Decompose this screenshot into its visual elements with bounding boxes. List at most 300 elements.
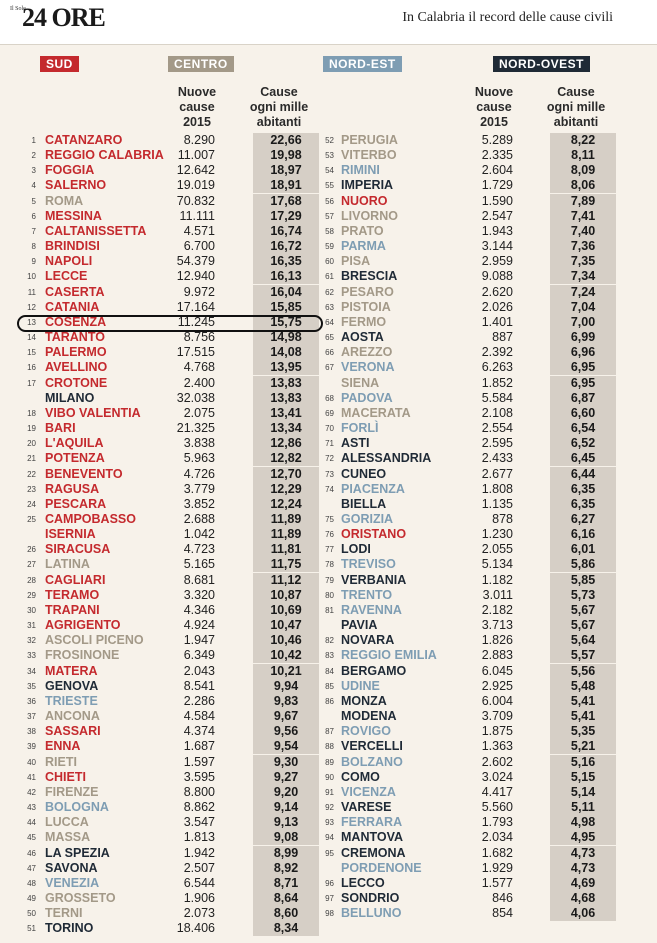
rank-number: 66	[325, 348, 334, 358]
province-name: LECCE	[45, 269, 88, 284]
rate-value: 5,14	[550, 785, 616, 800]
rank-number: 19	[27, 424, 36, 434]
new-cases-value: 8.862	[183, 800, 215, 815]
rate-value: 10,21	[253, 664, 319, 679]
rate-value: 17,29	[253, 209, 319, 224]
rate-value: 6,95	[550, 376, 616, 391]
table-row	[0, 648, 657, 663]
new-cases-value: 2.925	[481, 678, 513, 693]
province-name: BRESCIA	[341, 269, 398, 284]
rate-value: 7,34	[550, 269, 616, 284]
province-name: RIETI	[45, 754, 77, 769]
table-row	[0, 421, 657, 436]
rank-number: 68	[325, 393, 334, 403]
rate-value: 5,67	[550, 618, 616, 633]
province-name: MESSINA	[45, 208, 102, 223]
new-cases-value: 2.043	[183, 663, 215, 678]
legend-sud-badge: SUD	[40, 56, 79, 72]
new-cases-value: 1.590	[481, 193, 513, 208]
rank-number: 73	[325, 469, 334, 479]
province-name: PESCARA	[45, 496, 107, 511]
province-name: REGGIO EMILIA	[341, 648, 437, 663]
rank-number: 93	[325, 818, 334, 828]
new-cases-value: 1.135	[481, 496, 513, 511]
province-name: PADOVA	[341, 390, 393, 405]
table-row	[0, 724, 657, 739]
rank-number: 3	[31, 166, 36, 176]
rate-value: 10,69	[253, 603, 319, 618]
table-row	[0, 739, 657, 754]
province-name: CHIETI	[45, 769, 86, 784]
province-name: CAGLIARI	[45, 572, 106, 587]
table-row	[0, 391, 657, 406]
rank-number: 79	[325, 575, 334, 585]
rank-number: 13	[27, 317, 36, 327]
new-cases-value: 9.088	[481, 269, 513, 284]
rank-number: 52	[325, 136, 334, 145]
new-cases-value: 4.571	[183, 223, 215, 238]
province-name: BARI	[45, 421, 76, 436]
new-cases-value: 1.826	[481, 633, 513, 648]
table-row	[0, 133, 657, 148]
rank-number: 50	[27, 909, 36, 919]
rate-value: 12,70	[253, 467, 319, 482]
rate-value: 22,66	[253, 133, 319, 148]
province-name: VERONA	[341, 360, 395, 375]
new-cases-value: 3.713	[481, 618, 513, 633]
rate-value: 6,52	[550, 436, 616, 451]
column-header-line: Nuove	[474, 85, 514, 99]
rank-number: 59	[325, 242, 334, 252]
province-name: LUCCA	[45, 815, 89, 830]
rank-number: 20	[27, 439, 36, 449]
rate-value: 16,74	[253, 224, 319, 239]
column-header-line: 2015	[183, 115, 211, 129]
new-cases-value: 4.374	[183, 724, 215, 739]
province-name: MATERA	[45, 663, 98, 678]
rank-number: 24	[27, 499, 36, 509]
province-name: VERBANIA	[341, 572, 407, 587]
rate-value: 8,99	[253, 846, 319, 861]
new-cases-value: 854	[492, 906, 513, 921]
new-cases-value: 3.838	[183, 436, 215, 451]
rate-value: 5,41	[550, 694, 616, 709]
table-row	[0, 603, 657, 618]
table-row	[0, 800, 657, 815]
province-name: CREMONA	[341, 845, 406, 860]
new-cases-value: 2.883	[481, 648, 513, 663]
province-name: ENNA	[45, 739, 81, 754]
rate-value: 9,54	[253, 739, 319, 754]
rate-value: 7,04	[550, 300, 616, 315]
new-cases-value: 5.584	[481, 390, 513, 405]
column-header-rate-left	[244, 85, 314, 130]
table-row	[0, 633, 657, 648]
province-name: PIACENZA	[341, 481, 405, 496]
rank-number: 6	[31, 211, 36, 221]
rate-value: 5,73	[550, 588, 616, 603]
province-name: PAVIA	[341, 618, 378, 633]
rank-number: 91	[325, 787, 334, 797]
rank-number: 23	[27, 484, 36, 494]
rank-number: 67	[325, 363, 334, 373]
new-cases-value: 32.038	[176, 390, 215, 405]
rate-value: 9,27	[253, 770, 319, 785]
new-cases-value: 3.144	[481, 239, 513, 254]
rank-number: 10	[27, 272, 36, 282]
rank-number: 54	[325, 166, 334, 176]
new-cases-value: 1.942	[183, 845, 215, 860]
province-name: VENEZIA	[45, 875, 100, 890]
province-name: MASSA	[45, 830, 91, 845]
rate-value: 10,42	[253, 648, 319, 663]
province-name: LECCO	[341, 875, 385, 890]
rate-value: 5,56	[550, 664, 616, 679]
rate-value: 8,60	[253, 906, 319, 921]
new-cases-value: 2.677	[481, 466, 513, 481]
column-header-line: abitanti	[553, 115, 599, 129]
table-row	[0, 345, 657, 360]
new-cases-value: 3.595	[183, 769, 215, 784]
province-name: CASERTA	[45, 284, 105, 299]
rate-value: 12,24	[253, 497, 319, 512]
province-name: SIRACUSA	[45, 542, 111, 557]
table-row	[0, 451, 657, 466]
rate-value: 12,29	[253, 482, 319, 497]
rank-number: 96	[325, 878, 334, 888]
new-cases-value: 1.852	[481, 375, 513, 390]
rate-value: 8,64	[253, 891, 319, 906]
new-cases-value: 5.134	[481, 557, 513, 572]
rate-value: 4,06	[550, 906, 616, 921]
rank-number: 89	[325, 757, 334, 767]
new-cases-value: 8.756	[183, 330, 215, 345]
rank-number: 97	[325, 894, 334, 903]
province-name: NUORO	[341, 193, 388, 208]
new-cases-value: 1.947	[183, 633, 215, 648]
rank-number: 90	[325, 772, 334, 782]
rate-value: 5,48	[550, 679, 616, 694]
rank-number: 14	[27, 333, 36, 343]
legend-nordest-badge: NORD-EST	[323, 56, 402, 72]
province-name: FORLÌ	[341, 421, 379, 436]
rank-number: 92	[325, 803, 334, 813]
rate-value: 13,34	[253, 421, 319, 436]
province-name: COSENZA	[45, 314, 107, 329]
rank-number: 9	[31, 257, 36, 267]
province-name: TREVISO	[341, 557, 396, 572]
new-cases-value: 21.325	[176, 421, 215, 436]
legend-centro-badge: CENTRO	[168, 56, 234, 72]
rank-number: 85	[325, 681, 334, 691]
rank-number: 29	[27, 590, 36, 600]
table-row	[0, 360, 657, 375]
rank-number: 21	[27, 454, 36, 464]
new-cases-value: 12.940	[176, 269, 215, 284]
table-row	[0, 285, 657, 300]
table-row	[0, 178, 657, 193]
table-row	[0, 694, 657, 709]
province-name: GENOVA	[45, 678, 99, 693]
rate-value: 8,06	[550, 178, 616, 193]
new-cases-value: 878	[492, 512, 513, 526]
rank-number: 49	[27, 894, 36, 903]
new-cases-value: 9.972	[183, 284, 215, 299]
new-cases-value: 1.793	[481, 815, 513, 830]
province-name: SAVONA	[45, 860, 98, 875]
province-name: ANCONA	[45, 709, 100, 724]
rate-value: 9,83	[253, 694, 319, 709]
table-row	[0, 861, 657, 876]
new-cases-value: 5.963	[183, 451, 215, 466]
new-cases-value: 6.349	[183, 648, 215, 663]
column-header-line: Cause	[557, 85, 595, 99]
province-name: CROTONE	[45, 375, 108, 390]
rate-value: 13,41	[253, 406, 319, 421]
new-cases-value: 1.597	[183, 754, 215, 769]
new-cases-value: 4.417	[481, 784, 513, 799]
province-name: BENEVENTO	[45, 466, 123, 481]
new-cases-value: 54.379	[176, 254, 215, 269]
rate-value: 5,57	[550, 648, 616, 663]
rate-value: 10,87	[253, 588, 319, 603]
new-cases-value: 4.768	[183, 360, 215, 375]
rank-number: 70	[325, 424, 334, 434]
new-cases-value: 1.687	[183, 739, 215, 754]
province-name: CALTANISSETTA	[45, 223, 147, 238]
rank-number: 33	[27, 651, 36, 661]
province-name: AREZZO	[341, 345, 393, 360]
new-cases-value: 2.554	[481, 421, 513, 436]
rank-number: 44	[27, 818, 36, 828]
rank-number: 94	[325, 833, 334, 843]
rank-number: 64	[325, 317, 334, 327]
province-name: TRENTO	[341, 587, 393, 602]
rate-value: 6,45	[550, 451, 616, 466]
rate-value: 5,64	[550, 633, 616, 648]
new-cases-value: 3.709	[481, 709, 513, 724]
new-cases-value: 2.602	[481, 754, 513, 769]
province-name: POTENZA	[45, 451, 105, 466]
new-cases-value: 5.165	[183, 557, 215, 572]
new-cases-value: 1.577	[481, 875, 513, 890]
rank-number: 34	[27, 666, 36, 676]
table-row	[0, 436, 657, 451]
rate-value: 7,36	[550, 239, 616, 254]
rate-value: 4,68	[550, 891, 616, 906]
rank-number: 22	[27, 469, 36, 479]
rate-value: 7,35	[550, 254, 616, 269]
rate-value: 5,21	[550, 739, 616, 754]
new-cases-value: 2.547	[481, 208, 513, 223]
province-name: TRIESTE	[45, 693, 98, 708]
table-row	[0, 194, 657, 209]
province-name: PISA	[341, 254, 371, 269]
rank-number: 63	[325, 302, 334, 312]
rate-value: 4,73	[550, 861, 616, 876]
province-name: LIVORNO	[341, 208, 398, 223]
rank-number: 75	[325, 515, 334, 524]
rank-number: 48	[27, 878, 36, 888]
table-row	[0, 482, 657, 497]
rate-value: 11,75	[253, 557, 319, 572]
rank-number: 2	[31, 151, 36, 161]
rate-value: 9,13	[253, 815, 319, 830]
new-cases-value: 2.604	[481, 163, 513, 178]
rate-value: 7,89	[550, 194, 616, 209]
province-name: AGRIGENTO	[45, 618, 121, 633]
rate-value: 7,40	[550, 224, 616, 239]
rank-number: 8	[31, 242, 36, 252]
province-name: SONDRIO	[341, 891, 400, 905]
new-cases-value: 12.642	[176, 163, 215, 178]
province-name: VIBO VALENTIA	[45, 405, 141, 420]
rate-value: 6,35	[550, 497, 616, 512]
rate-value: 6,60	[550, 406, 616, 421]
rank-number: 45	[27, 833, 36, 843]
table-row	[0, 527, 657, 542]
rate-value: 4,73	[550, 846, 616, 861]
rate-value: 9,67	[253, 709, 319, 724]
rate-value: 7,41	[550, 209, 616, 224]
headline: In Calabria il record delle cause civili	[402, 10, 613, 25]
new-cases-value: 3.320	[183, 587, 215, 602]
new-cases-value: 3.852	[183, 496, 215, 511]
new-cases-value: 2.286	[183, 693, 215, 708]
rank-number: 95	[325, 848, 334, 858]
province-name: BELLUNO	[341, 906, 402, 921]
rank-number: 62	[325, 287, 334, 297]
new-cases-value: 1.813	[183, 830, 215, 845]
new-cases-value: 2.595	[481, 436, 513, 451]
province-name: VITERBO	[341, 148, 397, 163]
new-cases-value: 8.681	[183, 572, 215, 587]
new-cases-value: 6.004	[481, 693, 513, 708]
rate-value: 6,16	[550, 527, 616, 542]
column-header-line: abitanti	[256, 115, 302, 129]
rank-number: 28	[27, 575, 36, 585]
province-name: CAMPOBASSO	[45, 512, 136, 526]
rank-number: 37	[27, 712, 36, 722]
province-name: RAVENNA	[341, 602, 402, 617]
rank-number: 98	[325, 909, 334, 919]
rate-value: 10,46	[253, 633, 319, 648]
province-name: PERUGIA	[341, 133, 398, 147]
rank-number: 60	[325, 257, 334, 267]
province-name: BIELLA	[341, 496, 387, 511]
column-header-line: cause	[179, 100, 215, 114]
table-row	[0, 376, 657, 391]
rank-number: 72	[325, 454, 334, 464]
rate-value: 19,98	[253, 148, 319, 163]
column-header-line: Nuove	[177, 85, 217, 99]
table-row	[0, 876, 657, 891]
province-name: NOVARA	[341, 633, 395, 648]
new-cases-value: 3.779	[183, 481, 215, 496]
new-cases-value: 2.400	[183, 375, 215, 390]
province-name: PARMA	[341, 239, 386, 254]
table-row	[0, 785, 657, 800]
table-row	[0, 573, 657, 588]
province-name: VICENZA	[341, 784, 396, 799]
province-name: PESARO	[341, 284, 394, 299]
rank-number: 30	[27, 605, 36, 615]
new-cases-value: 19.019	[176, 178, 215, 193]
table-row	[0, 224, 657, 239]
cosenza-highlight-ring	[17, 315, 323, 332]
province-name: UDINE	[341, 678, 380, 693]
rate-value: 6,96	[550, 345, 616, 360]
rate-value: 5,67	[550, 603, 616, 618]
legend-nordovest-badge: NORD-OVEST	[493, 56, 590, 72]
column-header-line: ogni mille	[546, 100, 606, 114]
province-name: BERGAMO	[341, 663, 407, 678]
table-row	[0, 709, 657, 724]
rate-value: 9,14	[253, 800, 319, 815]
province-name: RIMINI	[341, 163, 380, 178]
rank-number: 56	[325, 196, 334, 206]
rate-value: 6,99	[550, 330, 616, 345]
table-row	[0, 891, 657, 906]
rate-value: 8,22	[550, 133, 616, 148]
province-name: BRINDISI	[45, 239, 100, 254]
rank-number: 86	[325, 696, 334, 706]
column-header-rate-right	[541, 85, 611, 130]
province-name: MANTOVA	[341, 830, 404, 845]
rank-number: 40	[27, 757, 36, 767]
column-header-line: Cause	[260, 85, 298, 99]
table-row	[0, 770, 657, 785]
table-row	[0, 557, 657, 572]
province-name: CUNEO	[341, 466, 387, 481]
new-cases-value: 6.263	[481, 360, 513, 375]
rank-number: 12	[27, 302, 36, 312]
rate-value: 5,35	[550, 724, 616, 739]
column-header-nuove-right	[462, 85, 526, 130]
table-row	[0, 330, 657, 345]
rate-value: 5,11	[550, 800, 616, 815]
table-row	[0, 467, 657, 482]
province-name: LA SPEZIA	[45, 845, 110, 860]
new-cases-value: 1.729	[481, 178, 513, 193]
new-cases-value: 1.943	[481, 223, 513, 238]
province-name: TARANTO	[45, 330, 105, 345]
table-row	[0, 755, 657, 770]
province-name: BOLOGNA	[45, 800, 109, 815]
new-cases-value: 2.026	[481, 299, 513, 314]
table-row	[0, 406, 657, 421]
new-cases-value: 2.055	[481, 542, 513, 557]
rank-number: 82	[325, 636, 334, 646]
rate-value: 8,09	[550, 163, 616, 178]
rank-number: 11	[27, 287, 36, 297]
rate-value: 16,04	[253, 285, 319, 300]
new-cases-value: 6.700	[183, 239, 215, 254]
ranking-table	[0, 45, 657, 943]
rank-number: 41	[27, 772, 36, 782]
new-cases-value: 5.560	[481, 800, 513, 815]
rate-value: 18,91	[253, 178, 319, 193]
table-row	[0, 239, 657, 254]
province-name: NAPOLI	[45, 254, 93, 269]
new-cases-value: 2.507	[183, 860, 215, 875]
rate-value: 16,13	[253, 269, 319, 284]
rank-number: 84	[325, 666, 334, 676]
rank-number: 35	[27, 681, 36, 691]
province-name: FOGGIA	[45, 163, 95, 178]
table-row	[0, 163, 657, 178]
rate-value: 18,97	[253, 163, 319, 178]
